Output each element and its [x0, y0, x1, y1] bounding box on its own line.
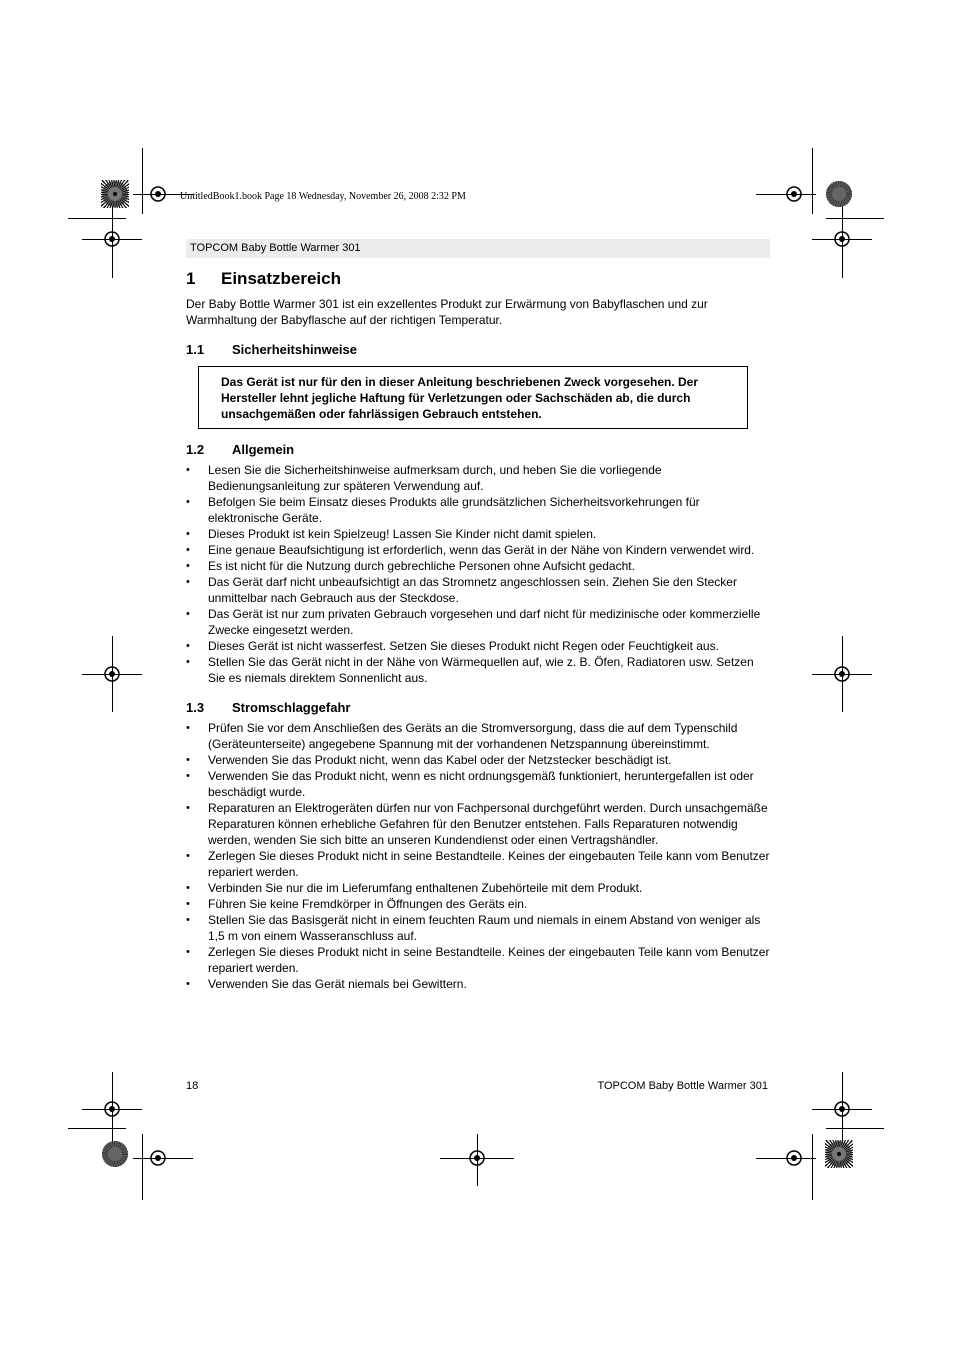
registration-mark-icon [783, 183, 805, 205]
list-item: • Befolgen Sie beim Einsatz dieses Produkts alle grundsätzlichen Sicherheitsvorkehrungen für elektronische Geräte. [186, 494, 770, 526]
registration-mark-icon [101, 228, 123, 250]
list-item: • Zerlegen Sie dieses Produkt nicht in seine Bestandteile. Keines der eingebauten Teile kann vom Benutzer repariert werden. [186, 848, 770, 880]
registration-mark-icon [101, 663, 123, 685]
print-info: UntitledBook1.book Page 18 Wednesday, November 26, 2008 2:32 PM [180, 191, 466, 202]
general-list [186, 462, 770, 686]
subsection-title: Sicherheitshinweise [232, 342, 357, 357]
crop-line [812, 1134, 813, 1200]
subsection-number: 1.3 [186, 700, 205, 715]
list-item: • Prüfen Sie vor dem Anschließen des Geräts an die Stromversorgung, dass die auf dem Typenschild (Geräteunterseite) angegebene Spannung mit der vorhandenen Netzspannung übereinstimmt. [186, 720, 770, 752]
registration-mark-icon [831, 228, 853, 250]
page-number: 18 [186, 1080, 199, 1092]
list-item: • Das Gerät ist nur zum privaten Gebrauch vorgesehen und darf nicht für medizinische oder kommerzielle Zwecke eingesetzt werden. [186, 606, 770, 638]
list-item: • Lesen Sie die Sicherheitshinweise aufmerksam durch, und heben Sie die vorliegende Bedienungsanleitung zur späteren Verwendung auf. [186, 462, 770, 494]
list-item: • Eine genaue Beaufsichtigung ist erforderlich, wenn das Gerät in der Nähe von Kindern verwendet wird. [186, 542, 770, 558]
list-item: • Führen Sie keine Fremdkörper in Öffnungen des Geräts ein. [186, 896, 770, 912]
list-item: • Es ist nicht für die Nutzung durch gebrechliche Personen ohne Aufsicht gedacht. [186, 558, 770, 574]
registration-mark-icon [783, 1147, 805, 1169]
crop-line [812, 148, 813, 214]
subsection-heading [186, 342, 770, 358]
electric-shock-list [186, 720, 770, 992]
list-item: • Verbinden Sie nur die im Lieferumfang enthaltenen Zubehörteile mit dem Produkt. [186, 880, 770, 896]
list-item: • Verwenden Sie das Produkt nicht, wenn das Kabel oder der Netzstecker beschädigt ist. [186, 752, 770, 768]
print-rosette-icon [825, 180, 853, 208]
crop-line [826, 1128, 884, 1129]
print-rosette-icon [101, 180, 129, 208]
list-item: • Reparaturen an Elektrogeräten dürfen nur von Fachpersonal durchgeführt werden. Durch unsachgemäße Reparaturen können erhebliche Gefahren für den Benutzer entstehen. Falls Reparaturen notwendig werden, wenden Sie sich bitte an unseren Kundendienst oder einen Vertragshändler. [186, 800, 770, 848]
print-rosette-icon [101, 1140, 129, 1168]
subsection-heading [186, 442, 770, 458]
running-header: TOPCOM Baby Bottle Warmer 301 [190, 242, 361, 254]
print-rosette-icon [825, 1140, 853, 1168]
list-item: • Verwenden Sie das Gerät niemals bei Gewittern. [186, 976, 770, 992]
list-item: • Dieses Produkt ist kein Spielzeug! Lassen Sie Kinder nicht damit spielen. [186, 526, 770, 542]
registration-mark-icon [147, 1147, 169, 1169]
subsection-number: 1.2 [186, 442, 205, 457]
crop-line [68, 1128, 126, 1129]
section-heading [186, 268, 770, 290]
list-item: • Verwenden Sie das Produkt nicht, wenn es nicht ordnungsgemäß funktioniert, heruntergefallen ist oder beschädigt wurde. [186, 768, 770, 800]
section-number: 1 [186, 269, 196, 288]
intro-paragraph: Der Baby Bottle Warmer 301 ist ein exzellentes Produkt zur Erwärmung von Babyflaschen und zur Warmhaltung der Babyflasche auf der richtigen Temperatur. [186, 297, 708, 327]
crop-line [142, 148, 143, 214]
registration-mark-icon [466, 1147, 488, 1169]
list-item: • Zerlegen Sie dieses Produkt nicht in seine Bestandteile. Keines der eingebauten Teile kann vom Benutzer repariert werden. [186, 944, 770, 976]
crop-line [68, 218, 126, 219]
subsection-number: 1.1 [186, 342, 205, 357]
registration-mark-icon [831, 1098, 853, 1120]
running-footer: TOPCOM Baby Bottle Warmer 301 [597, 1080, 768, 1092]
list-item: • Stellen Sie das Basisgerät nicht in einem feuchten Raum und niemals in einem Abstand von weniger als 1,5 m von einem Wasseranschluss auf. [186, 912, 770, 944]
warning-box: Das Gerät ist nur für den in dieser Anleitung beschriebenen Zweck vorgesehen. Der Hersteller lehnt jegliche Haftung für Verletzungen oder Sachschäden ab, die durch unsachgemäßen oder fahrlässigen Gebrauch entstehen. [198, 366, 748, 429]
crop-line [826, 218, 884, 219]
subsection-title: Stromschlaggefahr [232, 700, 351, 715]
crop-line [142, 1134, 143, 1200]
list-item: • Das Gerät darf nicht unbeaufsichtigt an das Stromnetz angeschlossen sein. Ziehen Sie den Stecker unmittelbar nach Gebrauch aus der Steckdose. [186, 574, 770, 606]
list-item: • Stellen Sie das Gerät nicht in der Nähe von Wärmequellen auf, wie z. B. Öfen, Radiatoren usw. Setzen Sie es niemals direktem Sonnenlicht aus. [186, 654, 770, 686]
registration-mark-icon [101, 1098, 123, 1120]
registration-mark-icon [147, 183, 169, 205]
page-content [186, 268, 770, 992]
registration-mark-icon [831, 663, 853, 685]
list-item: • Dieses Gerät ist nicht wasserfest. Setzen Sie dieses Produkt nicht Regen oder Feuchtigkeit aus. [186, 638, 770, 654]
subsection-title: Allgemein [232, 442, 295, 457]
subsection-heading [186, 700, 770, 716]
section-title: Einsatzbereich [221, 269, 341, 288]
